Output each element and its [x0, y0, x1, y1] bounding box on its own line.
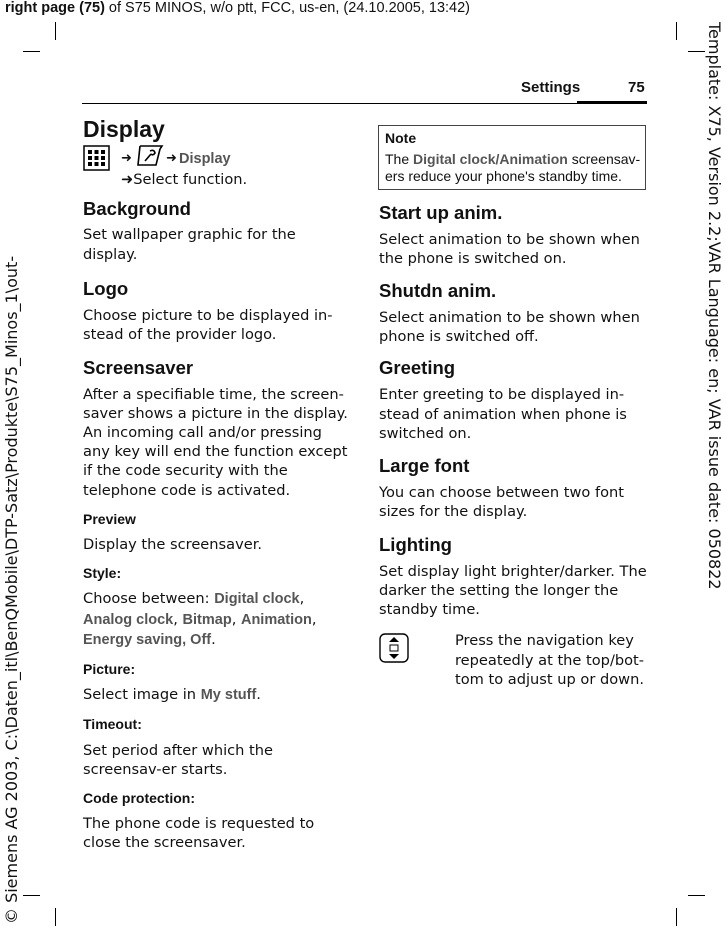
section-heading-start-up-anim: Start up anim.: [379, 202, 503, 223]
page-header-bold: right page (75): [5, 0, 105, 16]
section-heading-screensaver: Screensaver: [83, 357, 194, 379]
navigation-key-up-down-icon: [379, 633, 409, 663]
large-font-text: You can choose between two font sizes for the display.: [379, 484, 625, 521]
section-heading-lighting: Lighting: [379, 533, 452, 555]
preview-label: Preview: [83, 510, 136, 527]
menu-display-label: Display: [179, 151, 231, 168]
settings-wrench-icon: [136, 143, 164, 169]
lighting-tip: [379, 631, 647, 693]
menu-path: [83, 143, 353, 187]
note-body: [385, 151, 643, 185]
page-header-rest: of S75 MINOS, w/o ptt, FCC, us-en, (24.10.2005, 13:42): [104, 0, 470, 16]
crop-mark: [676, 908, 677, 926]
style-text: Choose between: Digital clock, Analog clock, Bitmap, Animation, Energy saving, Off.: [83, 590, 317, 648]
crop-mark: [23, 895, 40, 896]
note-box: [378, 125, 646, 190]
path-select-function: ➜Select function.: [121, 171, 248, 189]
side-template-text: Template: X75, Version 2.2;VAR Language: en; VAR issue date: 050822: [705, 22, 724, 590]
style-option-energy-saving-off: Energy saving, Off: [83, 631, 212, 648]
section-heading-logo: Logo: [83, 277, 129, 299]
style-option-digital-clock: Digital clock: [214, 591, 300, 608]
timeout-label: Timeout:: [83, 716, 142, 733]
style-option-animation: Animation: [240, 611, 312, 628]
crop-mark: [55, 908, 56, 926]
note-rest: screensav-ers reduce your phone's standby time.: [385, 151, 641, 184]
start-up-anim-text: Select animation to be shown when the phone is switched on.: [379, 231, 640, 268]
lighting-text: Set display light brighter/darker. The darker the setting the longer the standby time.: [379, 562, 647, 619]
picture-prefix: Select image in: [83, 686, 201, 704]
note-title: Note: [385, 130, 417, 146]
style-label: Style:: [83, 565, 122, 582]
page-title: Display: [83, 116, 165, 142]
crop-mark: [676, 22, 677, 40]
style-option-bitmap: Bitmap: [182, 611, 232, 628]
side-copyright: [2, 255, 22, 924]
section-heading-background: Background: [83, 198, 191, 220]
right-column: [379, 203, 647, 693]
screensaver-text: After a specifiable time, the screen-saver shows a picture in the display. An incoming call and/or pressing any key will end the function except if the code security with the telephone code is activated.: [83, 385, 348, 499]
page-header: [5, 0, 470, 16]
crop-mark: [55, 22, 56, 40]
left-column: [83, 116, 353, 853]
timeout-text: Set period after which the screensav-er starts.: [83, 741, 273, 778]
logo-text: Choose picture to be displayed in-stead of the provider logo.: [83, 307, 333, 344]
crop-mark: [23, 51, 40, 52]
section-heading-shutdn-anim: Shutdn anim.: [379, 279, 497, 301]
running-head-section: Settings: [521, 79, 581, 96]
side-copyright-text: © Siemens AG 2003, C:\Daten_itl\BenQMobile\DTP-Satz\Produkte\S75_Minos_1\out-: [2, 255, 21, 924]
lighting-tip-text: Press the navigation key repeatedly at the top/bot-tom to adjust up or down.: [455, 632, 645, 688]
header-rule: [82, 103, 647, 104]
code-protection-label: Code protection:: [83, 790, 195, 807]
header-rule-thick: [577, 101, 647, 104]
greeting-text: Enter greeting to be displayed in-stead of animation when phone is switched on.: [379, 386, 627, 442]
crop-mark: [688, 51, 705, 52]
preview-text: Display the screensaver.: [83, 536, 262, 554]
menu-grid-icon: [83, 145, 110, 171]
background-text: Set wallpaper graphic for the display.: [83, 226, 296, 263]
crop-mark: [688, 895, 705, 896]
side-template-info: [705, 22, 726, 602]
style-option-analog-clock: Analog clock: [83, 611, 174, 628]
picture-text: Select image in My stuff.: [83, 686, 261, 704]
path-arrow: ➜: [166, 151, 177, 167]
picture-label: Picture:: [83, 661, 136, 678]
note-prefix: The: [385, 151, 414, 167]
path-arrow: ➜: [121, 151, 132, 167]
note-keyword: Digital clock/Animation: [413, 151, 568, 167]
code-protection-text: The phone code is requested to close the screensaver.: [83, 815, 315, 852]
style-prefix: Choose between:: [83, 590, 215, 608]
shutdn-anim-text: Select animation to be shown when phone is switched off.: [379, 308, 640, 346]
running-head-page-number: 75: [628, 79, 645, 96]
section-heading-large-font: Large font: [379, 455, 470, 477]
picture-my-stuff: My stuff: [200, 687, 257, 704]
section-heading-greeting: Greeting: [379, 357, 456, 379]
